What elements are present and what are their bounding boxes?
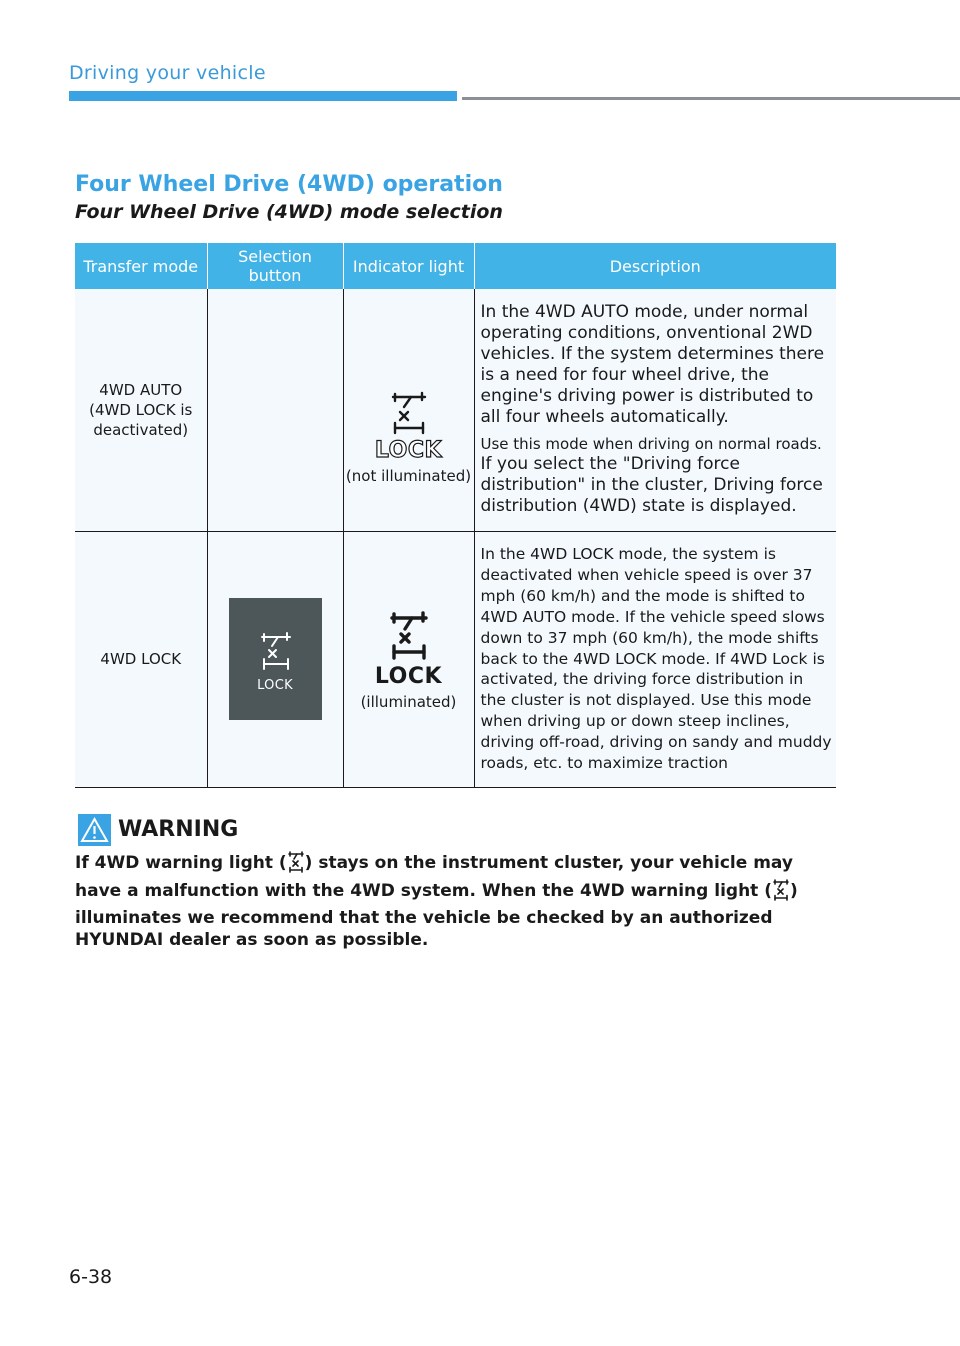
col-header-selection-button: Selection button	[207, 243, 343, 289]
header-accent-bar	[69, 91, 457, 101]
col-header-transfer-mode: Transfer mode	[75, 243, 207, 289]
section-title: Four Wheel Drive (4WD) operation	[75, 172, 503, 197]
selection-button-cell	[207, 531, 343, 787]
button-lock-label: LOCK	[257, 678, 293, 693]
indicator-status: (not illuminated)	[345, 467, 472, 486]
section-subtitle: Four Wheel Drive (4WD) mode selection	[75, 201, 503, 223]
indicator-cell	[343, 531, 474, 787]
col-header-indicator-light: Indicator light	[343, 243, 474, 289]
description-note: Use this mode when driving on normal roads.	[480, 435, 822, 454]
description-cell	[474, 531, 836, 787]
4wd-warning-icon	[287, 851, 305, 879]
description-cell	[474, 289, 836, 531]
table-row	[75, 289, 836, 531]
col-header-description: Description	[474, 243, 836, 289]
indicator-lock-text: LOCK	[374, 663, 443, 689]
indicator-cell	[343, 289, 474, 531]
4wd-lock-button-icon	[259, 632, 293, 672]
mode-cell: 4WD LOCK	[75, 531, 207, 787]
table-header-row	[75, 243, 836, 289]
warning-title: WARNING	[118, 817, 239, 842]
description-main: In the 4WD AUTO mode, under normal operating conditions, onventional 2WD vehicles. If the system determines there is a need for four wheel drive, the engine's driving power is distributed to all four wheels automatically.	[480, 302, 825, 428]
warning-text-part3: ) illuminates we recommend that the vehicle be checked by an authorized HYUNDAI dealer as soon as possible.	[75, 881, 798, 950]
indicator-lock-text: LOCK	[374, 438, 443, 464]
4wd-lock-indicator-icon	[387, 391, 431, 435]
warning-text-part2: ) stays on the instrument cluster, your vehicle may have a malfunction with the 4WD system. When the 4WD warning light (	[75, 853, 793, 901]
description-main: In the 4WD LOCK mode, the system is deactivated when vehicle speed is over 37 mph (60 km/h) and the mode is shifted to 4WD AUTO mode. If the vehicle speed slows down to 37 mph (60 km/h), the mode shifts back to the 4WD LOCK mode. If 4WD Lock is activated, the driving force distribution in the cluster is not displayed. Use this mode when driving up or down steep inclines, driving off-road, driving on sandy and muddy roads, etc. to maximize traction	[480, 545, 832, 773]
description-extra: If you select the "Driving force distribution" in the cluster, Driving force distribution (4WD) state is displayed.	[480, 454, 823, 517]
chapter-title: Driving your vehicle	[69, 62, 266, 84]
warning-triangle-icon	[78, 814, 111, 846]
4wd-lock-button[interactable]	[229, 598, 322, 720]
header-rule	[462, 97, 960, 100]
selection-button-cell-empty	[207, 289, 343, 531]
indicator-status: (illuminated)	[360, 692, 457, 711]
warning-text-part1: If 4WD warning light (	[75, 853, 287, 873]
4wd-warning-icon	[772, 879, 790, 907]
mode-selection-table	[75, 243, 836, 788]
page-number: 6-38	[69, 1266, 113, 1288]
table-row	[75, 531, 836, 787]
mode-cell: 4WD AUTO (4WD LOCK is deactivated)	[75, 289, 207, 531]
4wd-lock-indicator-icon	[387, 611, 431, 661]
warning-text	[75, 851, 835, 951]
